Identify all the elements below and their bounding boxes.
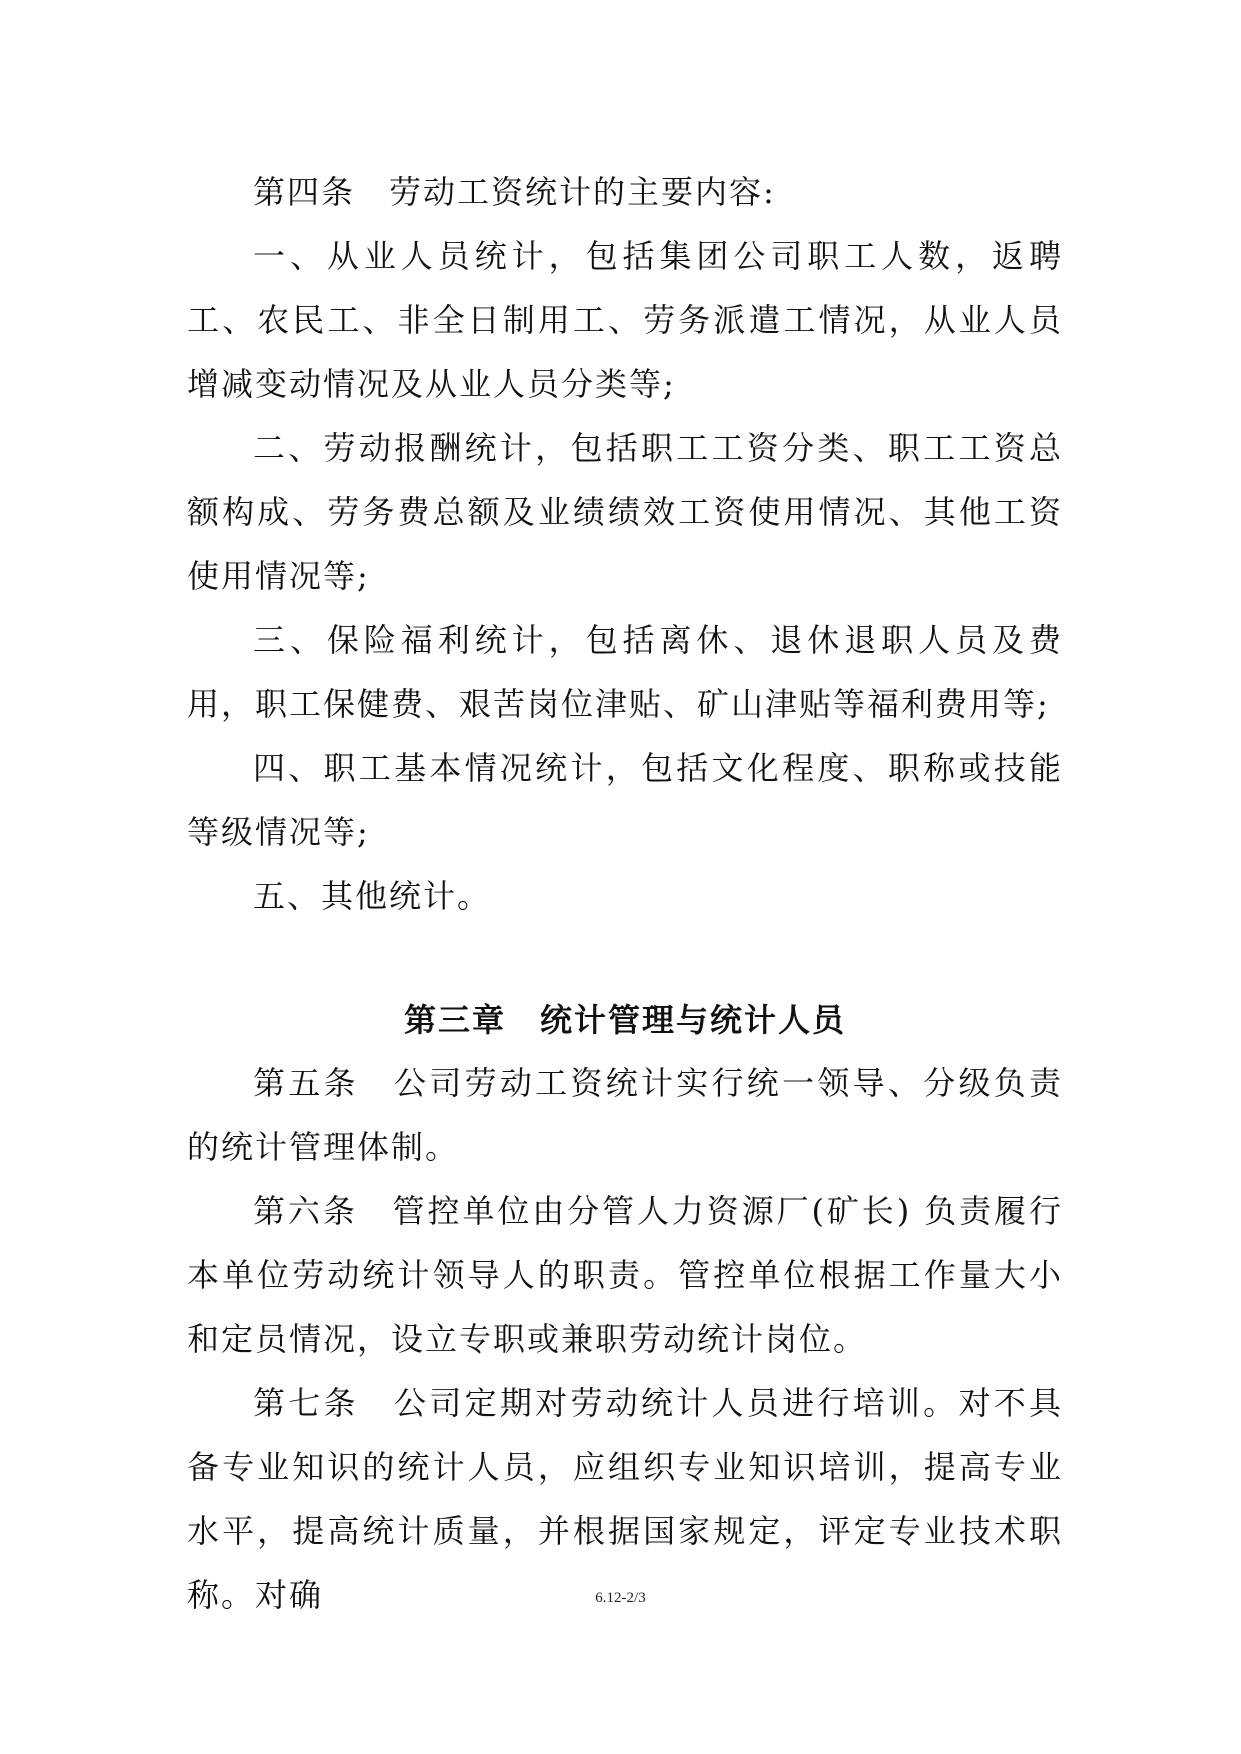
article-5: 第五条 公司劳动工资统计实行统一领导、分级负责的统计管理体制。 — [187, 1064, 1063, 1166]
article-4-item-4: 四、职工基本情况统计，包括文化程度、职称或技能等级情况等; — [187, 749, 1063, 851]
article-7: 第七条 公司定期对劳动统计人员进行培训。对不具备专业知识的统计人员，应组织专业知识培训，提高专业水平，提高统计质量，并根据国家规定，评定专业技术职称。对确 — [187, 1384, 1063, 1614]
article-4-item-3: 三、保险福利统计，包括离休、退休退职人员及费用，职工保健费、艰苦岗位津贴、矿山津贴等福利费用等; — [187, 621, 1063, 723]
page-number: 6.12-2/3 — [595, 1590, 646, 1606]
article-4-item-2: 二、劳动报酬统计，包括职工工资分类、职工工资总额构成、劳务费总额及业绩绩效工资使用情况、其他工资使用情况等; — [187, 429, 1063, 595]
article-6: 第六条 管控单位由分管人力资源厂(矿长) 负责履行本单位劳动统计领导人的职责。管控单位根据工作量大小和定员情况，设立专职或兼职劳动统计岗位。 — [187, 1192, 1063, 1358]
article-4-item-5: 五、其他统计。 — [253, 877, 492, 915]
article-4-item-1: 一、从业人员统计，包括集团公司职工人数，返聘工、农民工、非全日制用工、劳务派遣工情况，从业人员增减变动情况及从业人员分类等; — [187, 237, 1063, 403]
chapter-heading: 第三章 统计管理与统计人员 — [403, 1001, 846, 1039]
article-4-heading: 第四条 劳动工资统计的主要内容: — [253, 173, 776, 211]
document-body — [187, 160, 1063, 1627]
